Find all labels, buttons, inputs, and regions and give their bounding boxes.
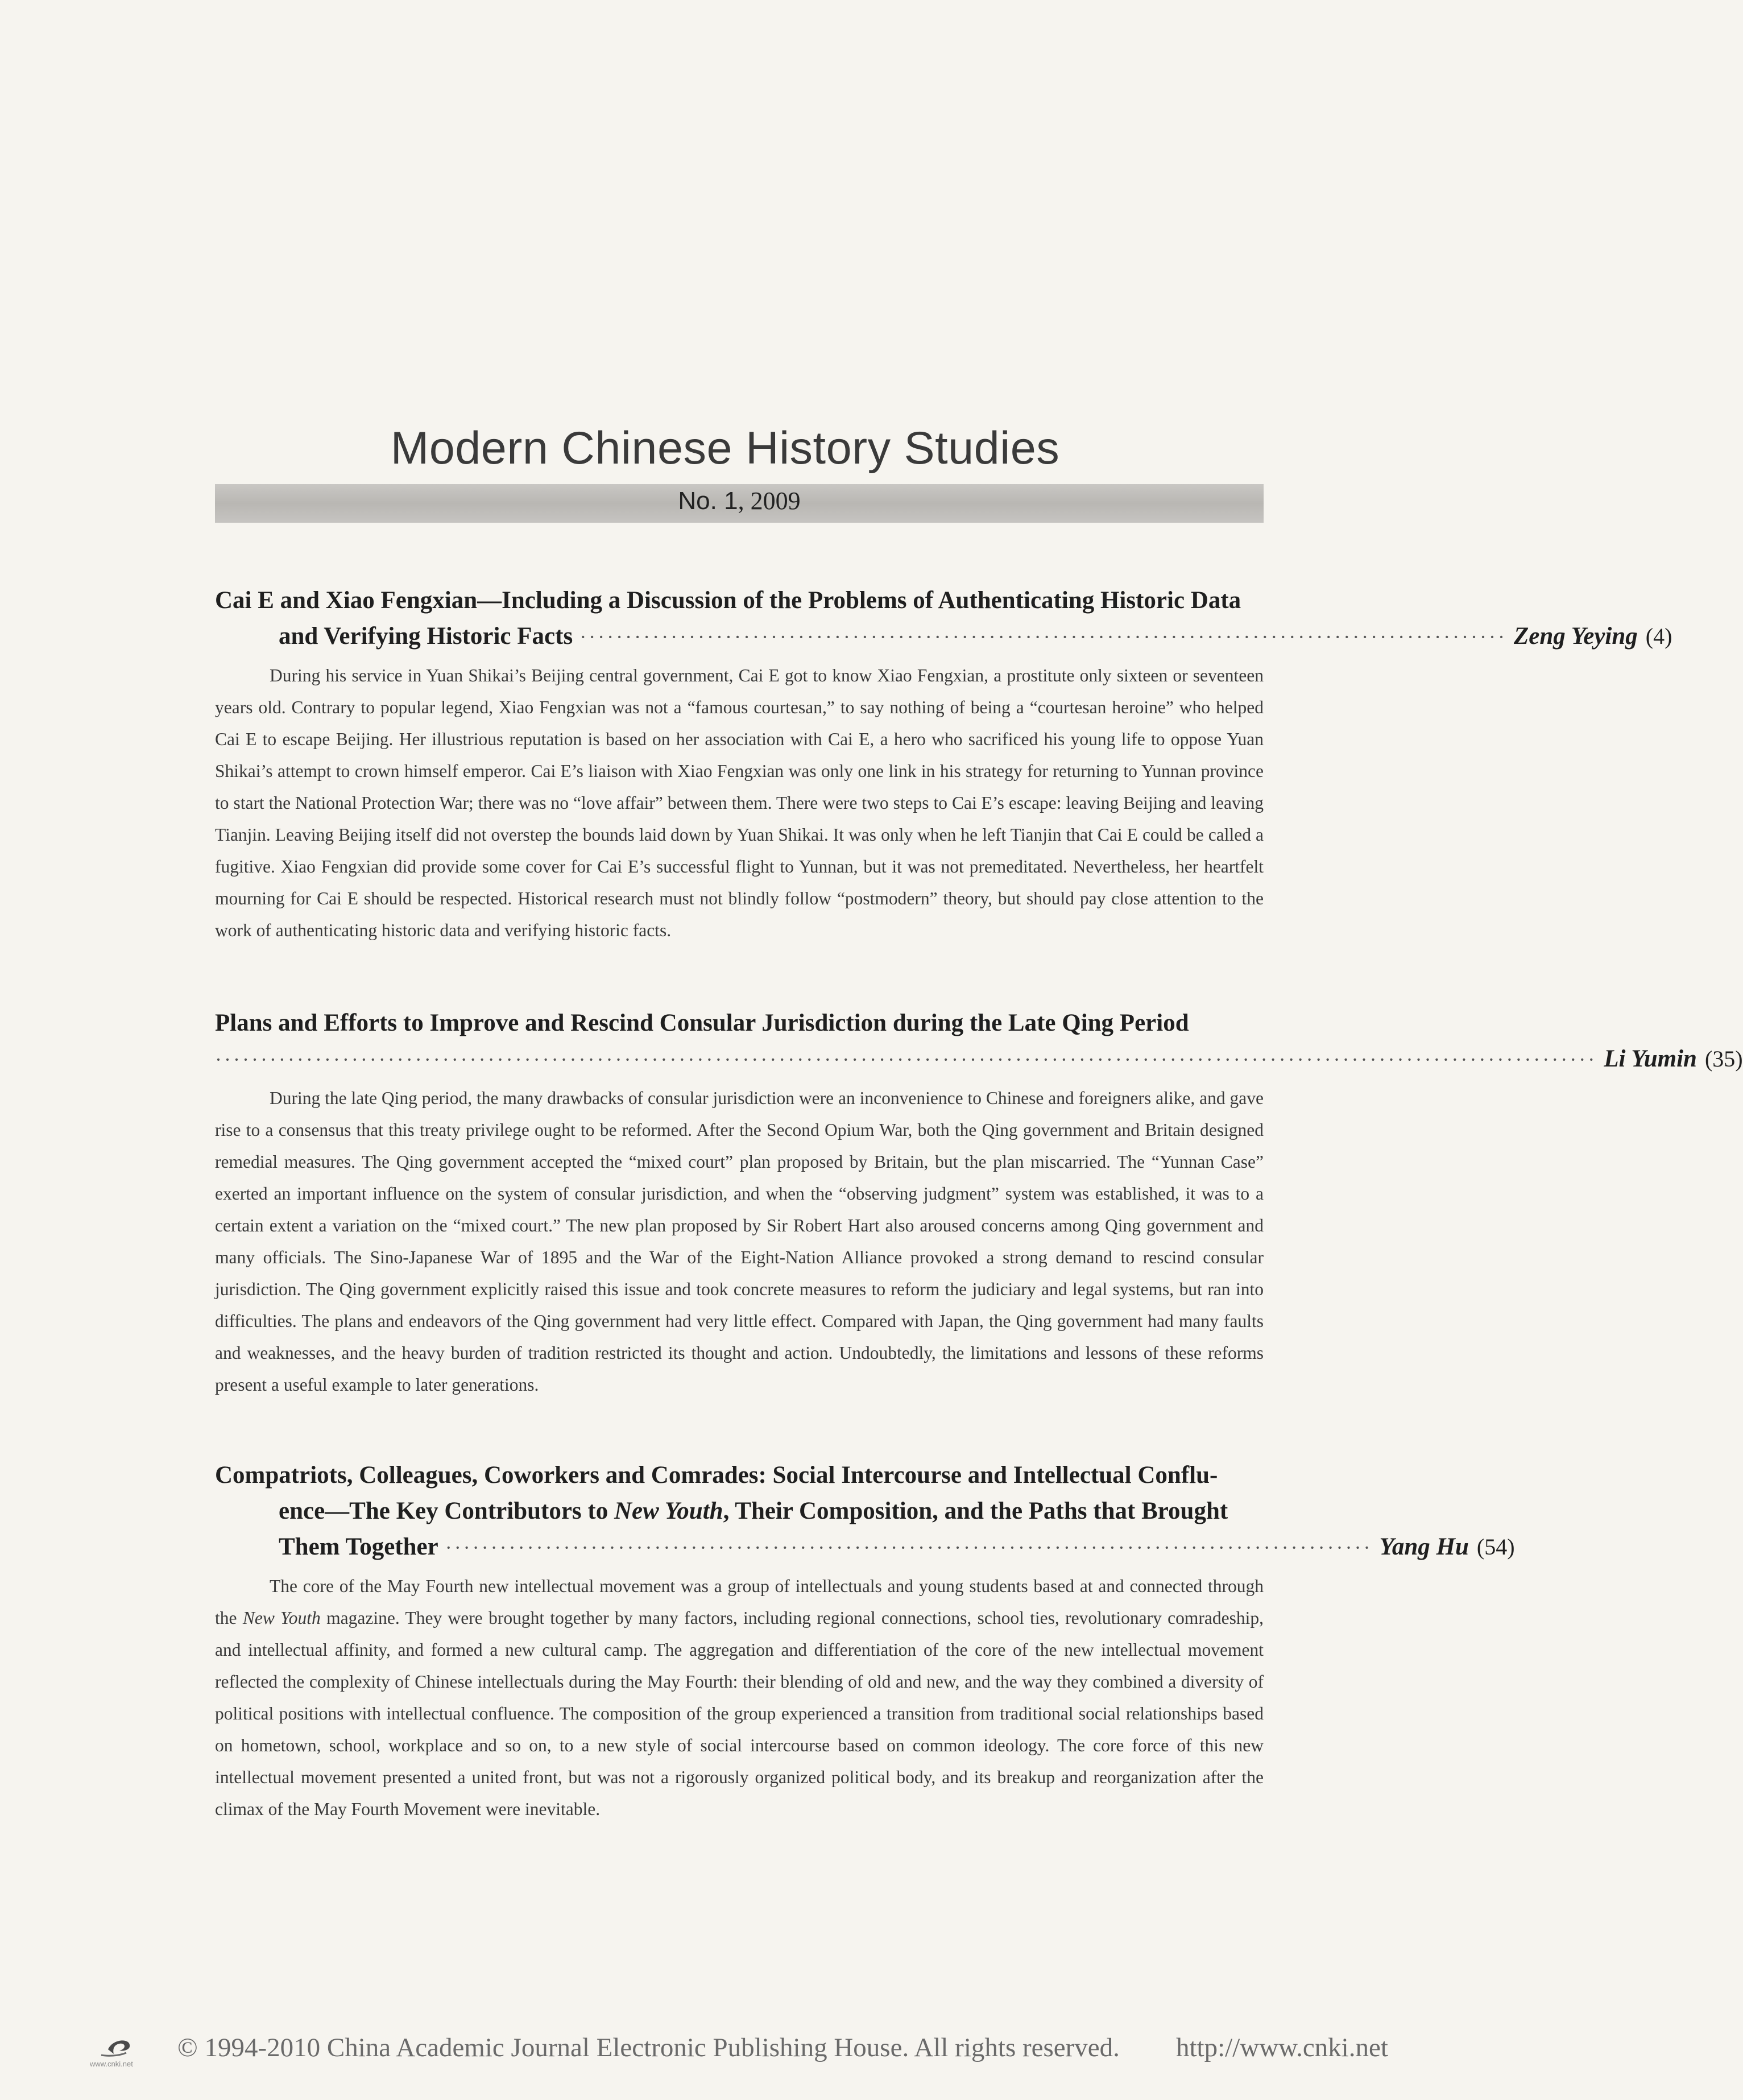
article-cai-e bbox=[215, 582, 1672, 946]
article-abstract: During his service in Yuan Shikai’s Beijing central government, Cai E got to know Xiao Fengxian, a prostitute only sixteen or seventeen years old. Contrary to popular legend, Xiao Fengxian was not a “famous courtesan,” to say nothing of being a “courtesan heroine” who helped Cai E to escape Beijing. Her illustrious reputation is based on her association with Cai E, a hero who sacrificed his young life to oppose Yuan Shikai’s attempt to crown himself emperor. Cai E’s liaison with Xiao Fengxian was only one link in his strategy for returning to Yunnan province to start the National Protection War; there was no “love affair” between them. There were two steps to Cai E’s escape: leaving Beijing and leaving Tianjin. Leaving Beijing itself did not overstep the bounds laid down by Yuan Shikai. It was only when he left Tianjin that Cai E could be called a fugitive. Xiao Fengxian did provide some cover for Cai E’s successful flight to Yunnan, but it was not premeditated. Nevertheless, her heartfelt mourning for Cai E should be respected. Historical research must not blindly follow “postmodern” theory, but should pay close attention to the work of authenticating historic data and verifying historic facts. bbox=[215, 665, 1264, 940]
article-title bbox=[215, 1005, 1743, 1078]
article-abstract: During the late Qing period, the many drawbacks of consular jurisdiction were an inconvenience to Chinese and foreigners alike, and gave rise to a consensus that this treaty privilege ought to be reformed. After the Second Opium War, both the Qing government and Britain designed remedial measures. The Qing government accepted the “mixed court” plan proposed by Britain, but the plan miscarried. The “Yunnan Case” exerted an important influence on the system of consular jurisdiction, and when the “observing judgment” system was established, it was to a certain extent a variation on the “mixed court.” The new plan proposed by Sir Robert Hart also aroused concerns among Qing government and many officials. The Sino-Japanese War of 1895 and the War of the Eight-Nation Alliance provoked a strong demand to rescind consular jurisdiction. The Qing government explicitly raised this issue and took concrete measures to reform the judiciary and legal systems, but ran into difficulties. The plans and endeavors of the Qing government had very little effect. Compared with Japan, the Qing government had many faults and weaknesses, and the heavy burden of tradition restricted its thought and action. Undoubtedly, the limitations and lessons of these reforms present a useful example to later generations. bbox=[215, 1088, 1264, 1395]
issue-year: 2009 bbox=[750, 487, 801, 515]
copyright-notice: © 1994-2010 China Academic Journal Electronic Publishing House. All rights reserved. bbox=[177, 2033, 1120, 2062]
journal-name-new-youth: New Youth bbox=[242, 1608, 321, 1628]
article-author: Zeng Yeying bbox=[1514, 623, 1638, 650]
cnki-logo-icon bbox=[84, 2032, 151, 2069]
article-title-line: Compatriots, Colleagues, Coworkers and Comrades: Social Intercourse and Intellectual Conflu- bbox=[215, 1462, 1218, 1489]
issue-number: No. 1 bbox=[678, 487, 738, 515]
article-page: (54) bbox=[1476, 1534, 1515, 1560]
dot-leader: ························································································································································ bbox=[215, 1048, 1597, 1071]
article-page: (4) bbox=[1645, 623, 1672, 649]
article-author: Yang Hu bbox=[1379, 1533, 1469, 1560]
article-title-line: and Verifying Historic Facts bbox=[279, 623, 573, 650]
journal-title: Modern Chinese History Studies bbox=[390, 423, 1060, 474]
article-title-line: Them Together bbox=[279, 1533, 438, 1560]
issue-banner bbox=[215, 484, 1264, 523]
article-new-youth bbox=[215, 1457, 1515, 1825]
article-title bbox=[215, 582, 1672, 655]
journal-name-new-youth: New Youth bbox=[614, 1498, 723, 1524]
dot-leader: ······································································································ bbox=[579, 626, 1507, 648]
article-abstract: The core of the May Fourth new intellectual movement was a group of intellectuals and young students based at and connected through the New Youth magazine. They were brought together by many factors, including regional connections, school ties, revolutionary comradeship, and intellectual affinity, and formed a new cultural camp. The aggregation and differentiation of the core of the new intellectual movement reflected the complexity of Chinese intellectuals during the May Fourth: their blending of old and new, and the way they combined a diversity of political positions with intellectual confluence. The composition of the group experienced a transition from traditional social relationships based on hometown, school, workplace and so on, to a new style of social intercourse based on common ideology. The core force of this new intellectual movement presented a united front, but was not a rigorously organized political body, and its breakup and reorganization after the climax of the May Fourth Movement were inevitable. bbox=[215, 1576, 1264, 1819]
article-title-line: Cai E and Xiao Fengxian—Including a Discussion of the Problems of Authenticating Historic Data bbox=[215, 587, 1241, 614]
svg-text:www.cnki.net: www.cnki.net bbox=[90, 2060, 133, 2068]
dot-leader: ······································································································ bbox=[445, 1536, 1373, 1559]
article-author: Li Yumin bbox=[1604, 1045, 1697, 1072]
page-footer bbox=[0, 2029, 1450, 2074]
issue-label: No. 1, 2009 bbox=[678, 487, 801, 515]
article-page: (35) bbox=[1704, 1046, 1743, 1072]
publisher-url[interactable]: http://www.cnki.net bbox=[1176, 2033, 1388, 2062]
article-title-line: Plans and Efforts to Improve and Rescind Consular Jurisdiction during the Late Qing Period bbox=[215, 1010, 1189, 1036]
article-consular-jurisdiction bbox=[215, 1005, 1743, 1401]
article-title-line: ence—The Key Contributors to New Youth, Their Composition, and the Paths that Brought bbox=[279, 1498, 1228, 1524]
article-title bbox=[215, 1457, 1515, 1566]
